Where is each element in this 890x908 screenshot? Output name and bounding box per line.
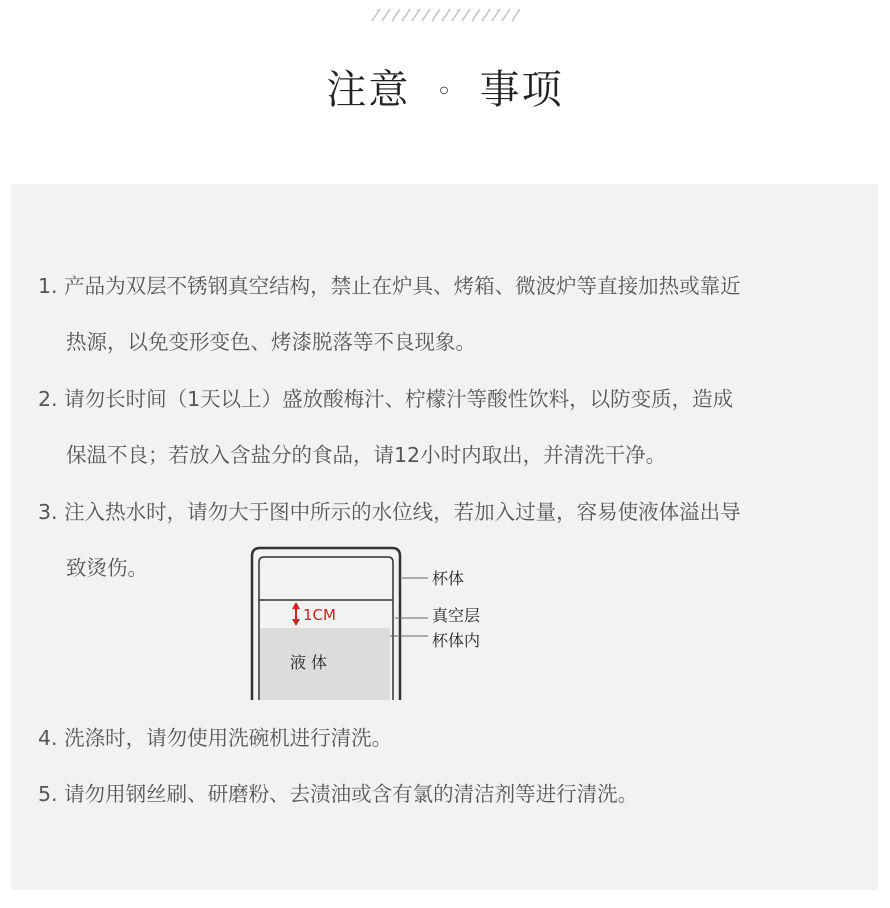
page-title bbox=[0, 58, 890, 115]
item-number: 5. bbox=[38, 782, 58, 806]
list-item bbox=[38, 766, 858, 822]
decorative-slashes bbox=[370, 8, 520, 22]
cup-water-level-diagram bbox=[240, 540, 510, 710]
list-item bbox=[38, 258, 858, 370]
item-text-line1: 注入热水时，请勿大于图中所示的水位线，若加入过量，容易使液体溢出导 bbox=[64, 500, 741, 524]
item-number: 3. bbox=[38, 500, 58, 524]
level-label: 1CM bbox=[303, 606, 336, 624]
vacuum-label: 真空层 bbox=[432, 606, 481, 625]
item-number: 4. bbox=[38, 726, 58, 750]
item-text-line1: 请勿用钢丝刷、研磨粉、去渍油或含有氯的清洁剂等进行清洗。 bbox=[64, 782, 639, 806]
cup-label: 杯体 bbox=[432, 569, 465, 588]
title-separator: ◦ bbox=[436, 77, 454, 107]
list-item bbox=[38, 710, 858, 766]
item-text-line1: 洗涤时，请勿使用洗碗机进行清洗。 bbox=[64, 726, 393, 750]
inner-label: 杯体内 bbox=[432, 631, 481, 650]
title-left: 注意 bbox=[326, 67, 411, 113]
item-text-line2: 保温不良；若放入含盐分的食品，请12小时内取出，并清洗干净。 bbox=[66, 443, 667, 467]
title-right: 事项 bbox=[479, 67, 564, 113]
list-item bbox=[38, 371, 858, 483]
item-text-line1: 产品为双层不锈钢真空结构，禁止在炉具、烤箱、微波炉等直接加热或靠近 bbox=[64, 274, 741, 298]
item-text-line2: 热源，以免变形变色、烤漆脱落等不良现象。 bbox=[66, 330, 476, 354]
item-text-line2: 致烫伤。 bbox=[66, 556, 148, 580]
liquid-label: 液 体 bbox=[290, 653, 328, 672]
level-arrow-icon bbox=[292, 602, 300, 626]
item-number: 2. bbox=[38, 387, 58, 411]
item-text-line1: 请勿长时间（1天以上）盛放酸梅汁、柠檬汁等酸性饮料，以防变质，造成 bbox=[64, 387, 734, 411]
item-number: 1. bbox=[38, 274, 58, 298]
